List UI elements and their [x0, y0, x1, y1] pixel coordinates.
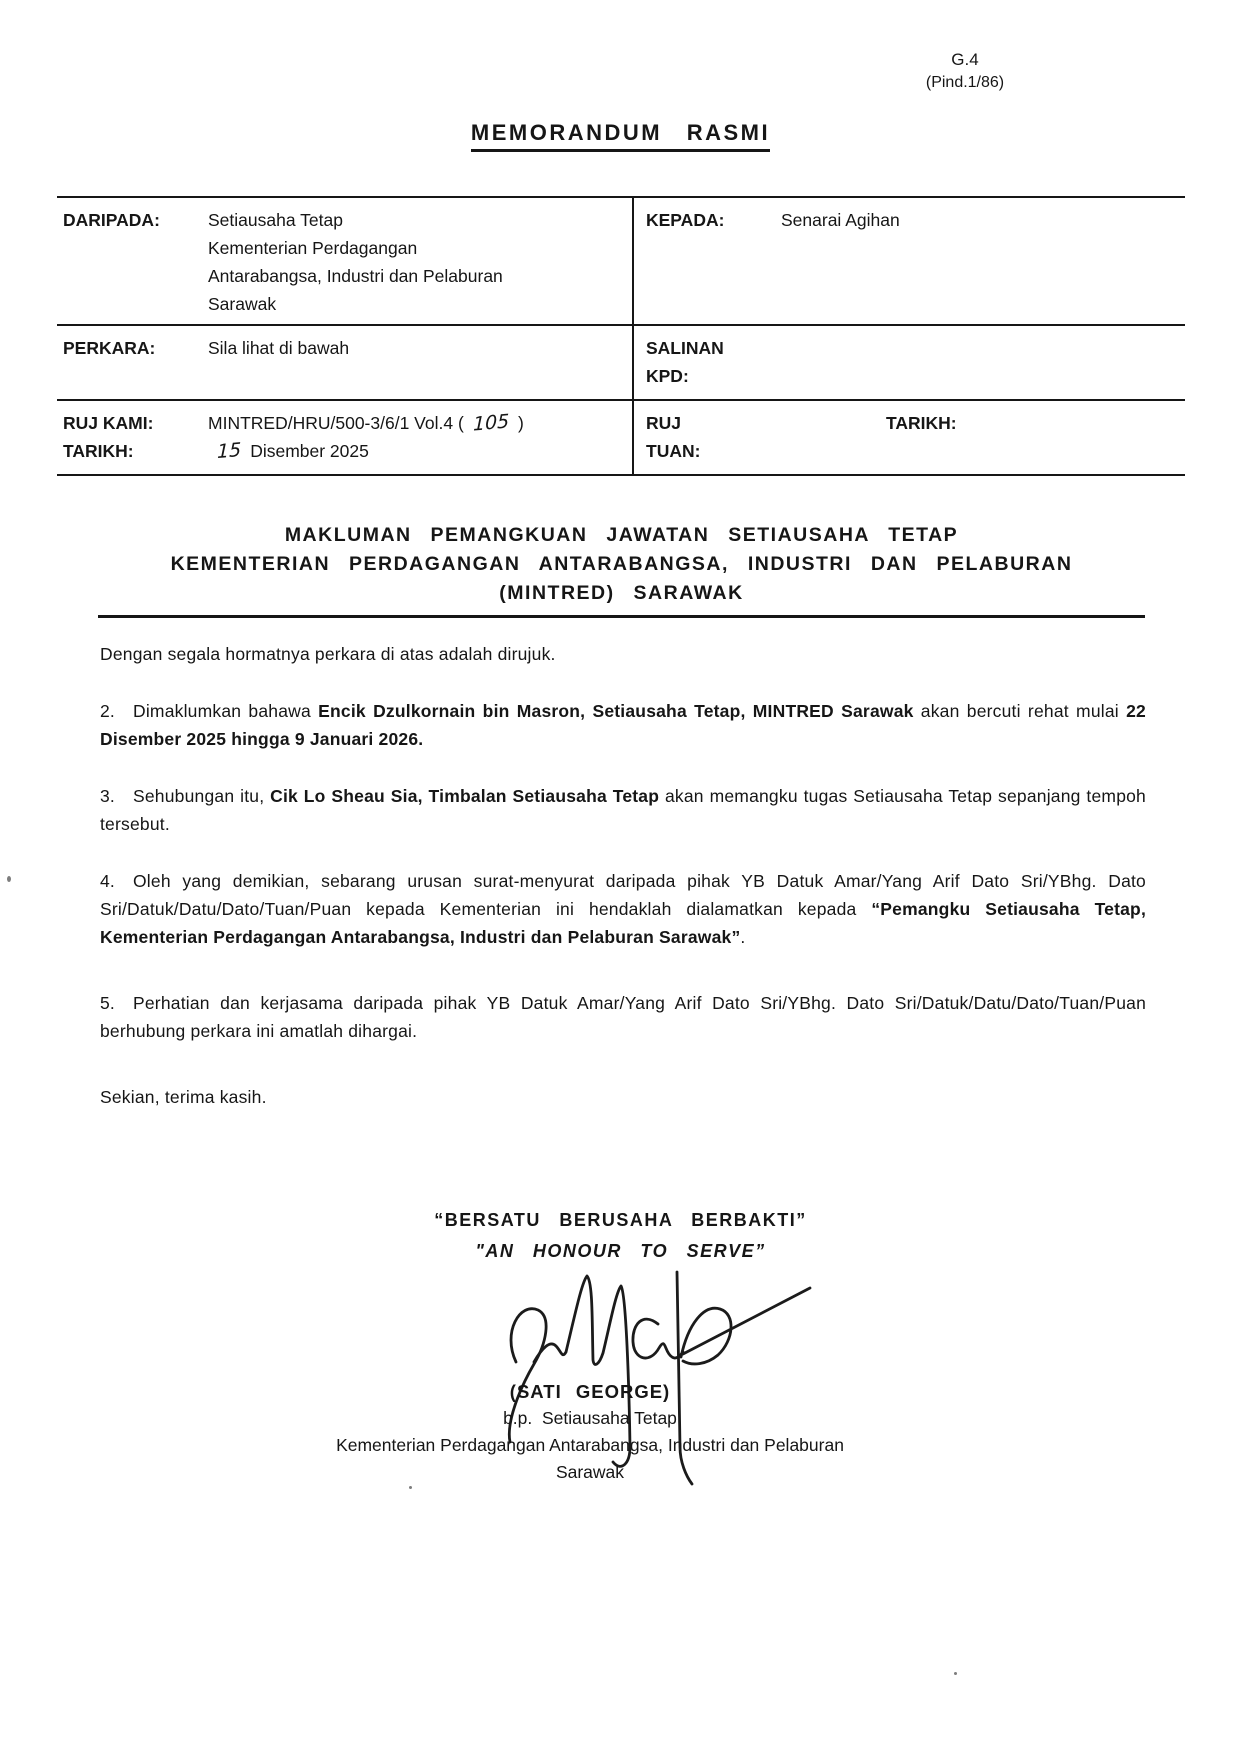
- tarikh-label: TARIKH:: [63, 441, 134, 461]
- salinan-label-line-2: KPD:: [646, 366, 689, 386]
- paragraph-4: 4. Oleh yang demikian, sebarang urusan surat-menyurat daripada pihak YB Datuk Amar/Yang Arif Dato Sri/YBhg. Dato Sri/Datuk/Datu/Dato/Tuan/Puan kepada Kementerian ini hendaklah dialamatkan kepada “Pemangku Setiausaha Tetap, Kementerian Perdagangan Antarabangsa, Industri dan Pelaburan Sarawak”.: [100, 867, 1146, 951]
- perkara-value: Sila lihat di bawah: [208, 338, 350, 358]
- salinan-label-line-1: SALINAN: [646, 338, 724, 358]
- tarikh-tuan-label: TARIKH:: [886, 413, 957, 433]
- signatory-org-line-2: Sarawak: [555, 1462, 625, 1482]
- table-row-perkara-salinan: [57, 326, 1185, 401]
- paragraph-3-number: 3.: [100, 786, 115, 806]
- perkara-cell: [57, 326, 632, 399]
- handwritten-reference-number: 105: [472, 410, 510, 436]
- paragraph-4-number: 4.: [100, 871, 115, 891]
- form-code: [890, 48, 1040, 94]
- scan-artifact: [7, 876, 11, 882]
- paragraph-5-number: 5.: [100, 993, 115, 1013]
- motto-line-2: "AN HONOUR TO SERVE”: [475, 1241, 766, 1261]
- subject-line-1: MAKLUMAN PEMANGKUAN JAWATAN SETIAUSAHA TETAP: [284, 524, 959, 546]
- daripada-value: [208, 206, 626, 318]
- motto: [0, 1205, 1241, 1267]
- table-row-ruj-tarikh: [57, 401, 1185, 476]
- paragraph-2-number: 2.: [100, 701, 115, 721]
- signatory-for-line: b.p. Setiausaha Tetap: [503, 1408, 677, 1428]
- memo-title: MEMORANDUM RASMI: [471, 120, 770, 152]
- subject-line-3: (MINTRED) SARAWAK: [499, 582, 744, 604]
- table-row-daripada-kepada: [57, 198, 1185, 326]
- ruj-kami-cell: [57, 401, 632, 474]
- form-code-number: G.4: [951, 50, 979, 69]
- ruj-kami-value: MINTRED/HRU/500-3/6/1 Vol.4 ( 105 ): [208, 409, 626, 437]
- scan-artifact: [954, 1672, 957, 1675]
- paragraph-5: 5. Perhatian dan kerjasama daripada pihak YB Datuk Amar/Yang Arif Dato Sri/YBhg. Dato Sri/Datuk/Datu/Dato/Tuan/Puan berhubung perkara ini amatlah dihargai.: [100, 989, 1146, 1045]
- salinan-cell: [632, 326, 1185, 399]
- ruj-tuan-label-line-2: TUAN:: [646, 441, 701, 461]
- paragraph-2: 2. Dimaklumkan bahawa Encik Dzulkornain bin Masron, Setiausaha Tetap, MINTRED Sarawak akan bercuti rehat mulai 22 Disember 2025 hingga 9 Januari 2026.: [100, 697, 1146, 753]
- subject-underline: [98, 615, 1145, 618]
- ruj-tuan-cell: [632, 401, 1185, 474]
- subject-heading: [98, 521, 1145, 618]
- kepada-value: Senarai Agihan: [781, 210, 900, 230]
- handwritten-day: 15: [216, 438, 242, 464]
- kepada-cell: [632, 198, 1185, 324]
- motto-line-1: “BERSATU BERUSAHA BERBAKTI”: [434, 1210, 807, 1230]
- subject-line-2: KEMENTERIAN PERDAGANGAN ANTARABANGSA, INDUSTRI DAN PELABURAN: [170, 553, 1073, 575]
- daripada-line-4: Sarawak: [208, 294, 277, 314]
- closing-line: Sekian, terima kasih.: [100, 1087, 267, 1107]
- ruj-tuan-label-line-1: RUJ: [646, 413, 682, 433]
- memo-header-table: [57, 196, 1185, 476]
- signatory-block: [0, 1378, 1180, 1486]
- kepada-label: KEPADA:: [646, 210, 725, 230]
- daripada-line-2: Kementerian Perdagangan: [208, 238, 418, 258]
- paragraph-1: Dengan segala hormatnya perkara di atas adalah dirujuk.: [100, 644, 556, 664]
- daripada-line-3: Antarabangsa, Industri dan Pelaburan: [208, 266, 503, 286]
- signatory-name: (SATI GEORGE): [509, 1381, 671, 1402]
- paragraph-3: 3. Sehubungan itu, Cik Lo Sheau Sia, Timbalan Setiausaha Tetap akan memangku tugas Setiausaha Tetap sepanjang tempoh tersebut.: [100, 782, 1146, 838]
- tarikh-value: 15 Disember 2025: [208, 437, 626, 465]
- form-code-revision: (Pind.1/86): [925, 74, 1005, 91]
- signatory-org-line: Kementerian Perdagangan Antarabangsa, Industri dan Pelaburan: [336, 1435, 844, 1455]
- scan-artifact: [409, 1486, 412, 1489]
- daripada-cell: [57, 198, 632, 324]
- ruj-kami-label: RUJ KAMI:: [63, 413, 154, 433]
- perkara-label: PERKARA:: [63, 338, 156, 358]
- memo-body: [100, 640, 1146, 1140]
- daripada-line-1: Setiausaha Tetap: [208, 210, 343, 230]
- title-row: [0, 120, 1241, 152]
- daripada-label: DARIPADA:: [63, 210, 160, 230]
